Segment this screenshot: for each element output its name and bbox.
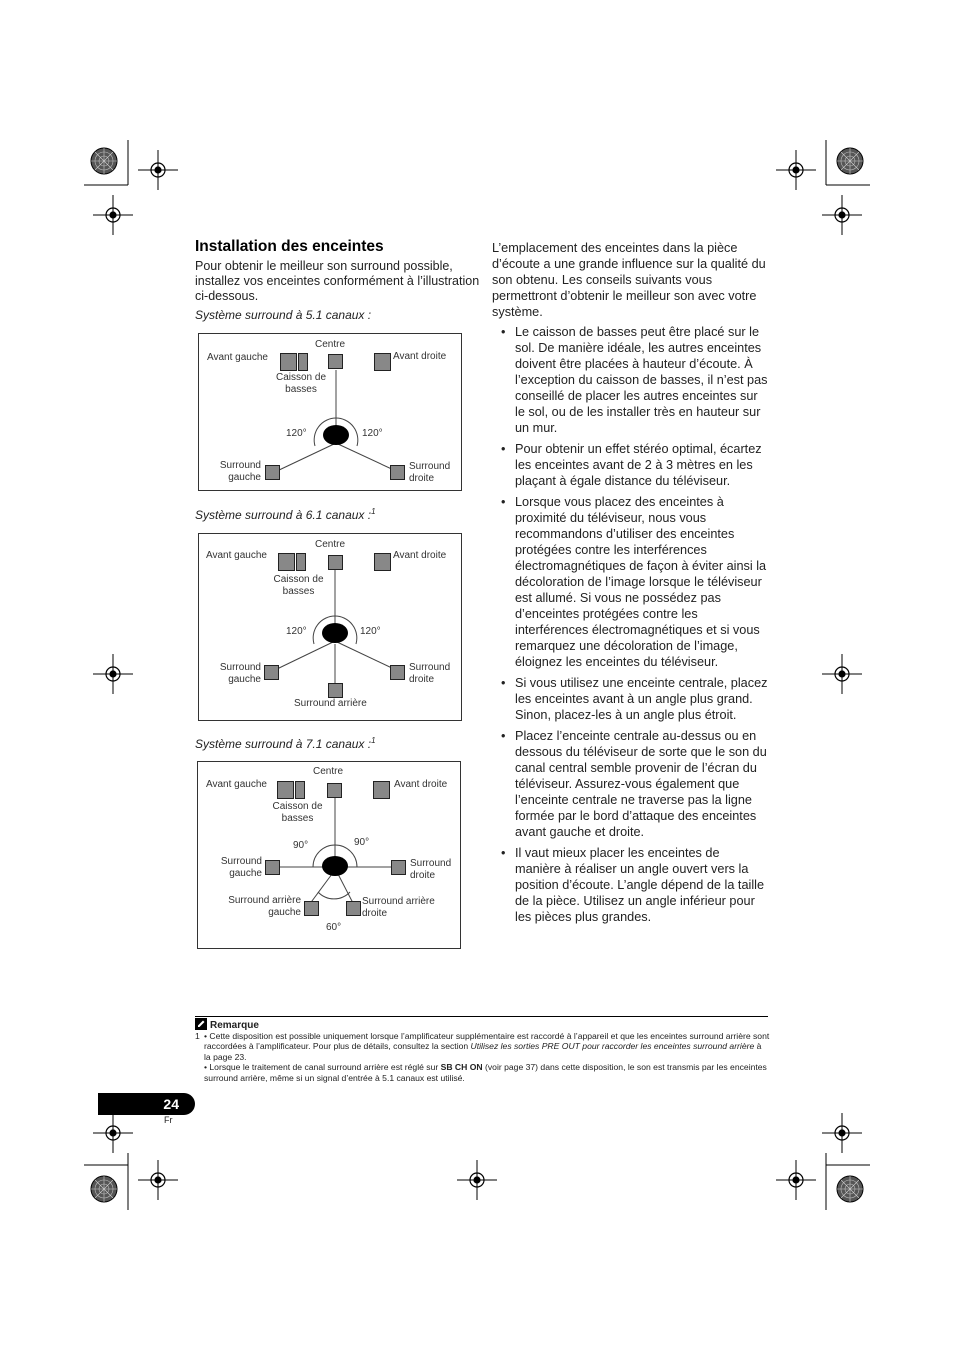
- surround-right-speaker-icon: [390, 465, 405, 480]
- tips-list: [492, 324, 768, 925]
- label-surround-right: Surround droite: [410, 858, 452, 881]
- list-item: • Lorsque vous placez des enceintes à proximité du téléviseur, nous vous recommandons d’utiliser des enceintes protégées contre les interférences électromagnétiques de façon à éviter ainsi la décoloration de l’image lorsque le téléviseur est allumé. Si vous ne possédez pas d’enceintes protégées contre les interférences électromagnétiques et si vous remarquez une décoloration de l’image, éloignez les enceintes du téléviseur.: [501, 495, 767, 669]
- front-right-speaker-icon: [373, 781, 390, 799]
- surround-right-speaker-icon: [390, 665, 405, 680]
- label-surround-left: Surround gauche: [220, 856, 262, 879]
- page-language: Fr: [164, 1115, 173, 1125]
- list-item: • Si vous utilisez une enceinte centrale, placez les enceintes avant à un angle plus grand. Sinon, placez-les à un angle plus étroit.: [501, 676, 768, 722]
- diagram-7-1: [197, 761, 461, 949]
- diagram-5-1: [198, 333, 462, 491]
- label-center: Centre: [315, 339, 346, 350]
- diagram-6-1-subtitle: Système surround à 6.1 canaux :$^1$: [195, 507, 376, 522]
- label-angle-right: 120°: [362, 428, 383, 439]
- back-left-speaker-icon: [304, 901, 319, 916]
- center-speaker-icon: [328, 555, 343, 570]
- front-left-speaker-icon: [278, 553, 295, 571]
- note-divider: [195, 1016, 768, 1017]
- label-front-left: Avant gauche: [206, 779, 267, 790]
- label-subwoofer: Caisson de basses: [272, 801, 323, 824]
- note-header: [195, 1018, 259, 1031]
- right-column: [492, 240, 768, 930]
- surround-left-speaker-icon: [265, 465, 280, 480]
- label-back-right: Surround arrière droite: [362, 896, 435, 919]
- label-surround-right: Surround droite: [409, 461, 451, 484]
- label-subwoofer: Caisson de basses: [275, 372, 327, 395]
- label-surround-left: Surround gauche: [219, 662, 261, 685]
- list-item: • Placez l’enceinte centrale au-dessus ou en dessous du téléviseur de sorte que le son du canal central semble provenir de l’écran du téléviseur. Assurez-vous également que l’enceinte centrale ne traverse pas la ligne formée par le bord d’attaque des enceintes avant gauche et droite.: [501, 729, 767, 839]
- center-speaker-icon: [328, 354, 343, 369]
- surround-left-speaker-icon: [265, 860, 280, 875]
- front-right-speaker-icon: [374, 553, 391, 571]
- label-back-left: Surround arrière gauche: [228, 895, 301, 918]
- label-angle-back: 60°: [326, 922, 342, 933]
- front-left-speaker-icon: [280, 353, 297, 371]
- subwoofer-icon: [296, 553, 306, 571]
- label-angle-right: 120°: [360, 626, 381, 637]
- label-front-left: Avant gauche: [207, 352, 268, 363]
- label-front-right: Avant droite: [393, 351, 447, 362]
- note-body: [195, 1031, 770, 1083]
- front-right-speaker-icon: [374, 353, 391, 371]
- list-item: • Pour obtenir un effet stéréo optimal, écartez les enceintes avant de 2 à 3 mètres en les plaçant à égale distance du téléviseur.: [501, 442, 762, 488]
- diagram-5-1-subtitle: Système surround à 5.1 canaux :: [195, 308, 372, 322]
- page-number: 24: [98, 1093, 195, 1115]
- section-title: Installation des enceintes: [195, 238, 384, 255]
- note-1: 1 • Cette disposition est possible uniquement lorsque l’amplificateur supplémentaire est raccordé à l’appareil et que les enceintes surround arrière sont raccordées à l’amplificateur. Pour plus de détails, consultez la section Utilisez les sorties PRE OUT pour raccorder les enceintes surround arrière à la page 23.: [195, 1031, 770, 1062]
- center-speaker-icon: [327, 783, 342, 798]
- label-front-right: Avant droite: [393, 550, 447, 561]
- label-subwoofer: Caisson de basses: [273, 574, 324, 597]
- label-center: Centre: [313, 766, 344, 777]
- label-surround-right: Surround droite: [409, 662, 451, 685]
- label-angle-right: 90°: [354, 837, 370, 848]
- surround-left-speaker-icon: [264, 665, 279, 680]
- label-angle-left: 120°: [286, 428, 307, 439]
- label-surround-left: Surround gauche: [219, 460, 261, 483]
- note-2: • Lorsque le traitement de canal surround arrière est réglé sur SB CH ON (voir page 37) dans cette disposition, le son est transmis par les enceintes surround arrière, même si un signal d’entrée à 5.1 canaux est utilisé.: [204, 1062, 767, 1083]
- subwoofer-icon: [295, 781, 305, 799]
- diagram-7-1-subtitle: Système surround à 7.1 canaux :$^1$: [195, 736, 376, 751]
- diagram-6-1: [198, 533, 462, 721]
- section-intro: Pour obtenir le meilleur son surround possible, installez vos enceintes conformément à l’illustration ci-dessous.: [195, 259, 480, 303]
- surround-right-speaker-icon: [391, 860, 406, 875]
- label-angle-left: 120°: [286, 626, 307, 637]
- label-center: Centre: [315, 539, 346, 550]
- right-intro: L’emplacement des enceintes dans la pièce d’écoute a une grande influence sur la qualité du son obtenu. Les conseils suivants vous permettront d’obtenir le meilleur son avec votre système.: [492, 241, 766, 319]
- label-front-right: Avant droite: [394, 779, 448, 790]
- back-right-speaker-icon: [346, 901, 361, 916]
- list-item: • Il vaut mieux placer les enceintes de manière à réaliser un angle ouvert vers la position d’écoute. L’angle dépend de la taille de la pièce. Utilisez un angle inférieur pour les pièces plus grandes.: [501, 846, 765, 924]
- front-left-speaker-icon: [277, 781, 294, 799]
- label-front-left: Avant gauche: [206, 550, 267, 561]
- label-angle-left: 90°: [293, 840, 309, 851]
- surround-back-speaker-icon: [328, 683, 343, 698]
- subwoofer-icon: [298, 353, 308, 371]
- note-heading: Remarque: [210, 1020, 259, 1031]
- list-item: • Le caisson de basses peut être placé sur le sol. De manière idéale, les autres enceintes doivent être placées à hauteur d’écoute. À l’exception du caisson de basses, il n’est pas conseillé de placer les autres enceintes sur le sol, ou de les installer très en hauteur sur un mur.: [501, 325, 768, 435]
- label-surround-back: Surround arrière: [294, 698, 367, 709]
- note-pencil-icon: [195, 1018, 207, 1030]
